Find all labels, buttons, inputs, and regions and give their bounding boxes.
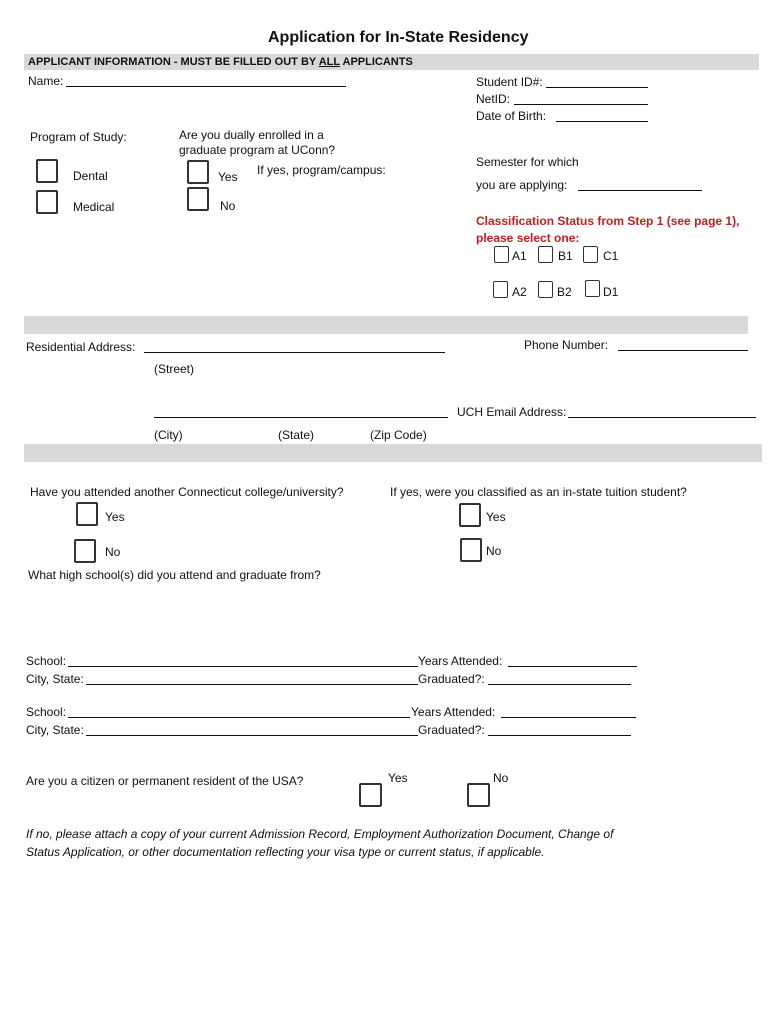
netid-label: NetID: — [476, 92, 511, 106]
semester-field[interactable] — [578, 190, 702, 191]
dual-yes-label: Yes — [218, 170, 238, 184]
instate-no-checkbox[interactable] — [460, 538, 482, 562]
school-2-field[interactable] — [68, 717, 410, 718]
residential-address-label: Residential Address: — [26, 340, 136, 354]
student-id-label: Student ID#: — [476, 75, 543, 89]
class-b1-label: B1 — [558, 249, 573, 263]
school-1-field[interactable] — [68, 666, 418, 667]
years-2-field[interactable] — [501, 717, 636, 718]
divider-bar — [24, 316, 748, 334]
citizen-yes-label: Yes — [388, 771, 408, 785]
years-1-label: Years Attended: — [418, 654, 503, 668]
street-field[interactable] — [144, 352, 445, 353]
note-line1: If no, please attach a copy of your current Admission Record, Employment Authorization Document, Change of — [26, 827, 614, 841]
netid-field[interactable] — [514, 104, 648, 105]
citizen-yes-checkbox[interactable] — [359, 783, 382, 807]
dual-no-checkbox[interactable] — [187, 187, 209, 211]
class-a1-checkbox[interactable] — [494, 246, 509, 263]
dual-question-line2: graduate program at UConn? — [179, 143, 336, 157]
dental-checkbox[interactable] — [36, 159, 58, 183]
semester-label-line1: Semester for which — [476, 155, 579, 169]
street-label: (Street) — [154, 362, 195, 376]
class-c1-checkbox[interactable] — [583, 246, 598, 263]
semester-label-line2: you are applying: — [476, 178, 568, 192]
ct-college-yes-checkbox[interactable] — [76, 502, 98, 526]
graduated-2-field[interactable] — [488, 735, 631, 736]
name-label: Name: — [28, 74, 64, 88]
class-b2-checkbox[interactable] — [538, 281, 553, 298]
city-state-1-label: City, State: — [26, 672, 84, 686]
graduated-1-field[interactable] — [488, 684, 631, 685]
city-state-zip-field[interactable] — [154, 417, 448, 418]
city-label: (City) — [154, 428, 183, 442]
citizen-question: Are you a citizen or permanent resident of the USA? — [26, 774, 304, 788]
class-a2-checkbox[interactable] — [493, 281, 508, 298]
phone-label: Phone Number: — [524, 338, 609, 352]
city-state-1-field[interactable] — [86, 684, 418, 685]
graduated-1-label: Graduated?: — [418, 672, 485, 686]
citizen-no-checkbox[interactable] — [467, 783, 490, 807]
dual-question-line1: Are you dually enrolled in a — [179, 128, 324, 142]
city-state-2-field[interactable] — [86, 735, 418, 736]
email-label: UCH Email Address: — [457, 405, 567, 419]
dob-label: Date of Birth: — [476, 109, 547, 123]
section-header-text: APPLICANT INFORMATION - MUST BE FILLED OUT BY ALL APPLICANTS — [28, 56, 413, 68]
phone-field[interactable] — [618, 350, 748, 351]
instate-question: If yes, were you classified as an in-state tuition student? — [390, 485, 687, 499]
instate-yes-label: Yes — [486, 510, 506, 524]
ct-college-no-checkbox[interactable] — [74, 539, 96, 563]
class-d1-checkbox[interactable] — [585, 280, 600, 297]
dual-no-label: No — [220, 199, 236, 213]
graduated-2-label: Graduated?: — [418, 723, 485, 737]
class-a1-label: A1 — [512, 249, 527, 263]
class-b2-label: B2 — [557, 285, 572, 299]
class-a2-label: A2 — [512, 285, 527, 299]
medical-label: Medical — [73, 200, 115, 214]
years-1-field[interactable] — [508, 666, 637, 667]
dual-yes-checkbox[interactable] — [187, 160, 209, 184]
instate-no-label: No — [486, 544, 502, 558]
city-state-2-label: City, State: — [26, 723, 84, 737]
note-line2: Status Application, or other documentation reflecting your visa type or current status, if applicable. — [26, 845, 545, 859]
ct-college-yes-label: Yes — [105, 510, 125, 524]
classification-label-line2: please select one: — [476, 231, 580, 245]
instate-yes-checkbox[interactable] — [459, 503, 481, 527]
dual-if-yes-label: If yes, program/campus: — [257, 163, 386, 177]
zip-label: (Zip Code) — [370, 428, 427, 442]
divider-bar — [24, 444, 762, 462]
class-b1-checkbox[interactable] — [538, 246, 553, 263]
class-c1-label: C1 — [603, 249, 619, 263]
ct-college-question: Have you attended another Connecticut college/university? — [30, 485, 344, 499]
name-field[interactable] — [66, 86, 346, 87]
program-label: Program of Study: — [30, 130, 127, 144]
school-2-label: School: — [26, 705, 67, 719]
dental-label: Dental — [73, 169, 108, 183]
dob-field[interactable] — [556, 121, 648, 122]
email-field[interactable] — [568, 417, 756, 418]
page-title: Application for In-State Residency — [268, 29, 529, 46]
class-d1-label: D1 — [603, 285, 619, 299]
school-1-label: School: — [26, 654, 67, 668]
state-label: (State) — [278, 428, 315, 442]
years-2-label: Years Attended: — [411, 705, 496, 719]
classification-label-line1: Classification Status from Step 1 (see page 1), — [476, 214, 740, 228]
medical-checkbox[interactable] — [36, 190, 58, 214]
high-school-question: What high school(s) did you attend and graduate from? — [28, 568, 321, 582]
citizen-no-label: No — [493, 771, 509, 785]
student-id-field[interactable] — [546, 87, 648, 88]
ct-college-no-label: No — [105, 545, 121, 559]
